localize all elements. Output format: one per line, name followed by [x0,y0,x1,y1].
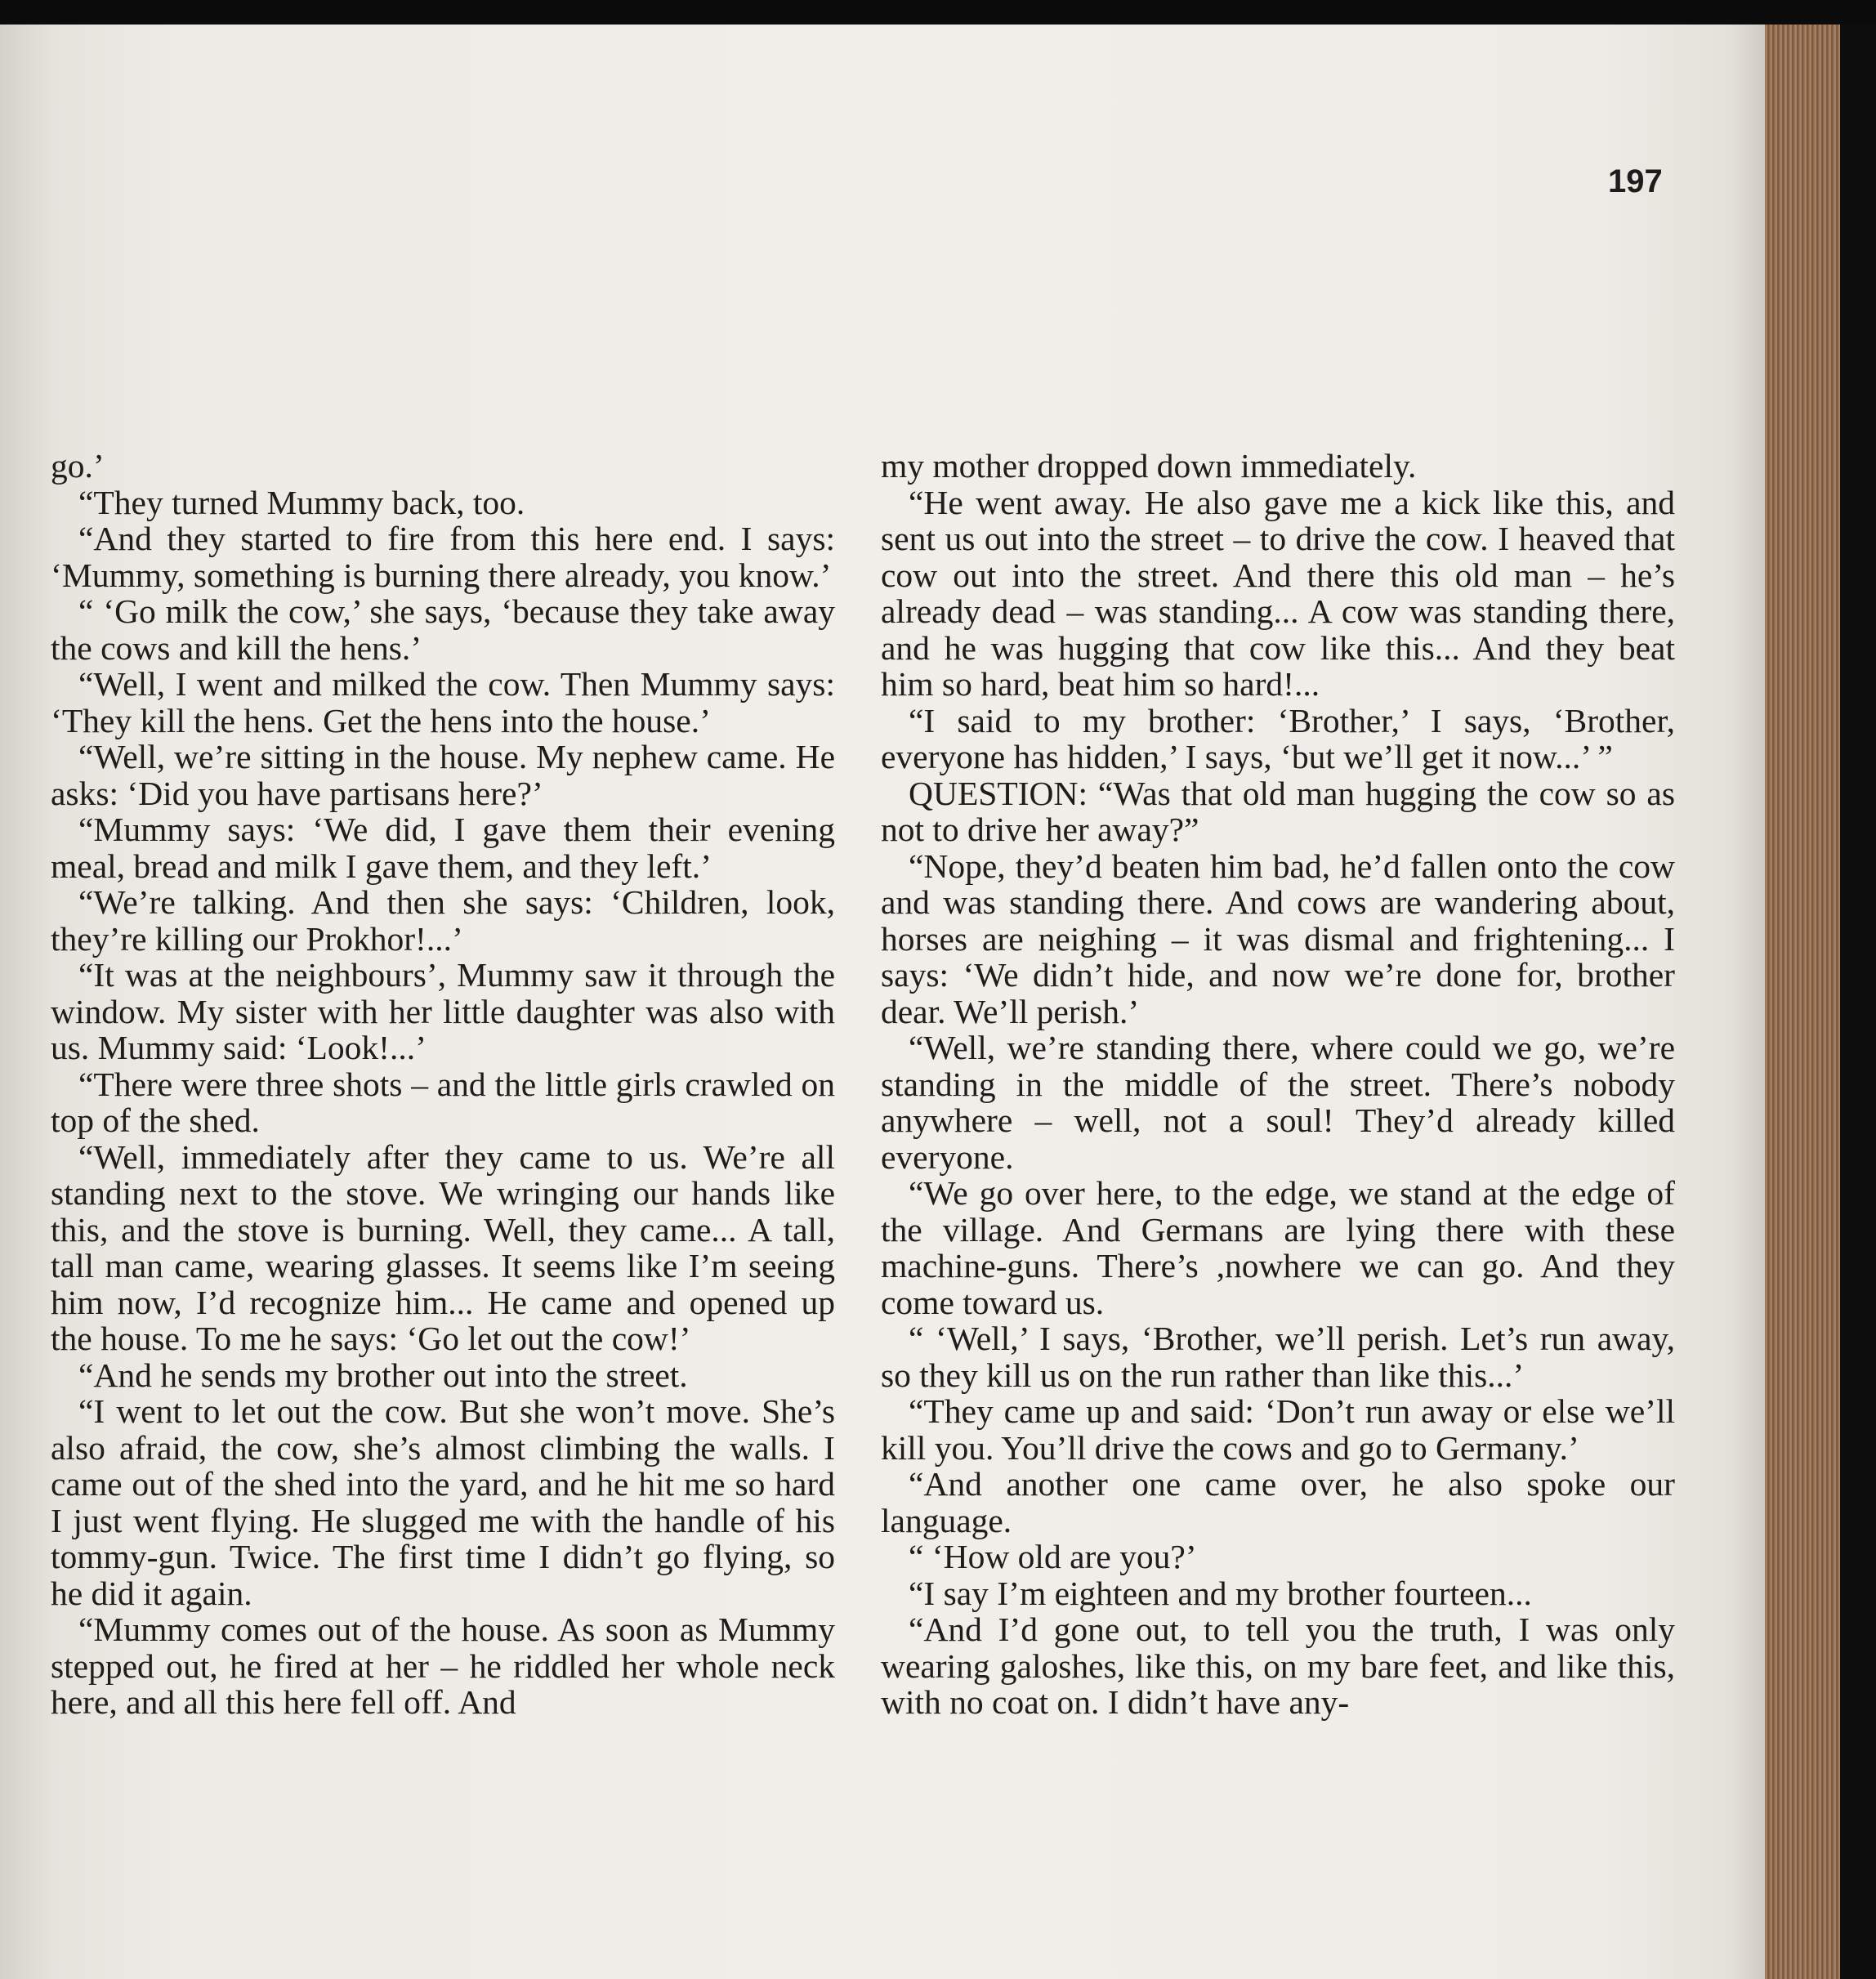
paragraph: “And another one came over, he also spoke our language. [881,1465,1675,1539]
paragraph: my mother dropped down immediately. [881,447,1417,485]
paragraph: “We’re talking. And then she says: ‘Children, look, they’re killing our Prokhor!...’ [51,883,835,958]
paragraph: “And they started to fire from this here end. I says: ‘Mummy, something is burning there already, you know.’ [51,520,835,594]
paragraph: “Well, we’re standing there, where could we go, we’re standing in the middle of the street. There’s nobody anywhere – well, not a soul! They’d already killed everyone. [881,1029,1675,1176]
page-number: 197 [1608,163,1663,199]
right-text-column [881,448,1675,1721]
book-page-edges [1765,25,1876,1979]
paragraph: “Mummy comes out of the house. As soon as Mummy stepped out, he fired at her – he riddled her whole neck here, and all this here fell off. And [51,1610,835,1721]
paragraph: “They came up and said: ‘Don’t run away or else we’ll kill you. You’ll drive the cows and go to Germany.’ [881,1392,1675,1467]
paragraph: “I went to let out the cow. But she won’t move. She’s also afraid, the cow, she’s almost climbing the walls. I came out of the shed into the yard, and he hit me so hard I just went flying. He slugged me with the handle of his tommy-gun. Twice. The first time I didn’t go flying, so he did it again. [51,1392,835,1612]
paragraph: go.’ [51,447,105,485]
paragraph: “I said to my brother: ‘Brother,’ I says, ‘Brother, everyone has hidden,’ I says, ‘but we’ll get it now...’ ” [881,701,1675,775]
paragraph: “And he sends my brother out into the street. [78,1356,688,1394]
paragraph: “ ‘How old are you?’ [909,1538,1197,1575]
left-text-column [51,448,835,1721]
paragraph: “Well, immediately after they came to us. We’re all standing next to the stove. We wringing our hands like this, and the stove is burning. Well, they came... A tall, tall man came, wearing glasses. It seems like I’m seeing him now, I’d recognize him... He came and opened up the house. To me he says: ‘Go let out the cow!’ [51,1137,835,1357]
paragraph: “I say I’m eighteen and my brother fourteen... [909,1574,1532,1612]
book-page [0,25,1765,1979]
paragraph: “ ‘Well,’ I says, ‘Brother, we’ll perish. Let’s run away, so they kill us on the run rather than like this...’ [881,1320,1675,1394]
paragraph: “ ‘Go milk the cow,’ she says, ‘because they take away the cows and kill the hens.’ [51,592,835,667]
paragraph: “And I’d gone out, to tell you the truth, I was only wearing galoshes, like this, on my bare feet, and like this, with no coat on. I didn’t have any- [881,1610,1675,1721]
paragraph: “They turned Mummy back, too. [78,483,525,521]
paragraph: QUESTION: “Was that old man hugging the cow so as not to drive her away?” [881,774,1675,848]
paragraph: “He went away. He also gave me a kick like this, and sent us out into the street – to drive the cow. I heaved that cow out into the street. And there this old man – he’s already dead – was standing... A cow was standing there, and he was hugging that cow like this... And they beat him so hard, beat him so hard!... [881,483,1675,703]
paragraph: “There were three shots – and the little girls crawled on top of the shed. [51,1065,835,1139]
paragraph: “It was at the neighbours’, Mummy saw it through the window. My sister with her little daughter was also with us. Mummy said: ‘Look!...’ [51,956,835,1066]
paragraph: “Well, we’re sitting in the house. My nephew came. He asks: ‘Did you have partisans here?’ [51,738,835,812]
paragraph: “Mummy says: ‘We did, I gave them their evening meal, bread and milk I gave them, and they left.’ [51,811,835,885]
paragraph: “We go over here, to the edge, we stand at the edge of the village. And Germans are lying there with these machine-guns. There’s ,nowhere we can go. And they come toward us. [881,1174,1675,1321]
paragraph: “Well, I went and milked the cow. Then Mummy says: ‘They kill the hens. Get the hens into the house.’ [51,665,835,739]
paragraph: “Nope, they’d beaten him bad, he’d fallen onto the cow and was standing there. And cows are wandering about, horses are neighing – it was dismal and frightening... I says: ‘We didn’t hide, and now we’re done for, brother dear. We’ll perish.’ [881,847,1675,1030]
